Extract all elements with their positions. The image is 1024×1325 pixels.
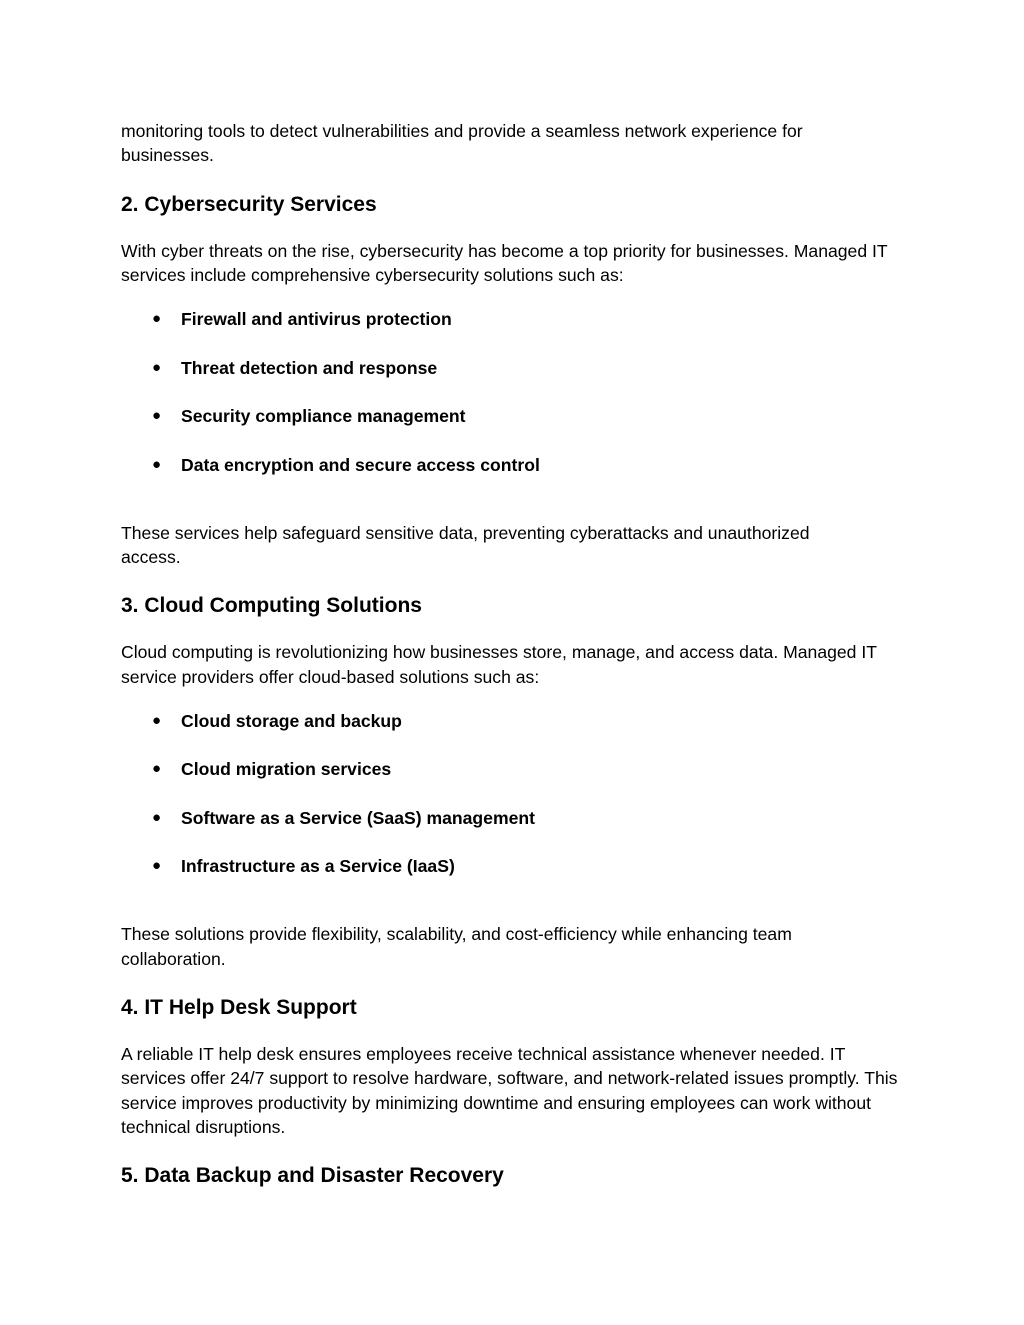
list-item-label: Security compliance management	[181, 406, 466, 427]
list-item-label: Software as a Service (SaaS) management	[181, 807, 535, 828]
list-item-label: Threat detection and response	[181, 357, 438, 378]
bullet-icon: ●	[152, 407, 162, 425]
document-content	[121, 119, 911, 1189]
bullet-icon: ●	[152, 808, 162, 826]
bullet-icon: ●	[152, 760, 162, 778]
section-heading-help-desk: 4. IT Help Desk Support	[121, 995, 357, 1019]
list-item	[121, 307, 911, 331]
list-item-label: Firewall and antivirus protection	[181, 309, 452, 330]
list-item	[121, 854, 911, 878]
bullet-list-cybersecurity	[121, 307, 911, 477]
bullet-icon: ●	[152, 711, 162, 729]
list-item	[121, 709, 911, 733]
list-item	[121, 806, 911, 830]
list-item	[121, 757, 911, 781]
section-heading-cloud-computing: 3. Cloud Computing Solutions	[121, 594, 422, 618]
list-item-label: Cloud storage and backup	[181, 710, 402, 731]
list-item-label: Cloud migration services	[181, 759, 392, 780]
bullet-icon: ●	[152, 358, 162, 376]
section-heading-data-backup: 5. Data Backup and Disaster Recovery	[121, 1164, 504, 1188]
list-item	[121, 453, 911, 477]
section-intro-cybersecurity: With cyber threats on the rise, cybersecurity has become a top priority for businesses. Managed IT services include comprehensive cybersecurity solutions such as:	[121, 240, 888, 285]
bullet-icon: ●	[152, 857, 162, 875]
list-item	[121, 404, 911, 428]
list-item-label: Data encryption and secure access control	[181, 454, 540, 475]
bullet-icon: ●	[152, 455, 162, 473]
section-intro-help-desk: A reliable IT help desk ensures employees receive technical assistance whenever needed. IT services offer 24/7 support to resolve hardware, software, and network-related issues promptly. This service improves productivity by minimizing downtime and ensuring employees can work without technical disruptions.	[121, 1043, 898, 1137]
bullet-list-cloud-computing	[121, 709, 911, 879]
section-heading-cybersecurity: 2. Cybersecurity Services	[121, 192, 377, 216]
section-outro-cloud-computing: These solutions provide flexibility, scalability, and cost-efficiency while enhancing team collaboration.	[121, 924, 792, 969]
list-item	[121, 356, 911, 380]
section-intro-cloud-computing: Cloud computing is revolutionizing how businesses store, manage, and access data. Managed IT service providers offer cloud-based solutions such as:	[121, 642, 877, 687]
section-outro-cybersecurity: These services help safeguard sensitive data, preventing cyberattacks and unauthorized access.	[121, 522, 810, 567]
intro-continuation-paragraph: monitoring tools to detect vulnerabilities and provide a seamless network experience for businesses.	[121, 121, 803, 166]
bullet-icon: ●	[152, 310, 162, 328]
list-item-label: Infrastructure as a Service (IaaS)	[181, 856, 455, 877]
